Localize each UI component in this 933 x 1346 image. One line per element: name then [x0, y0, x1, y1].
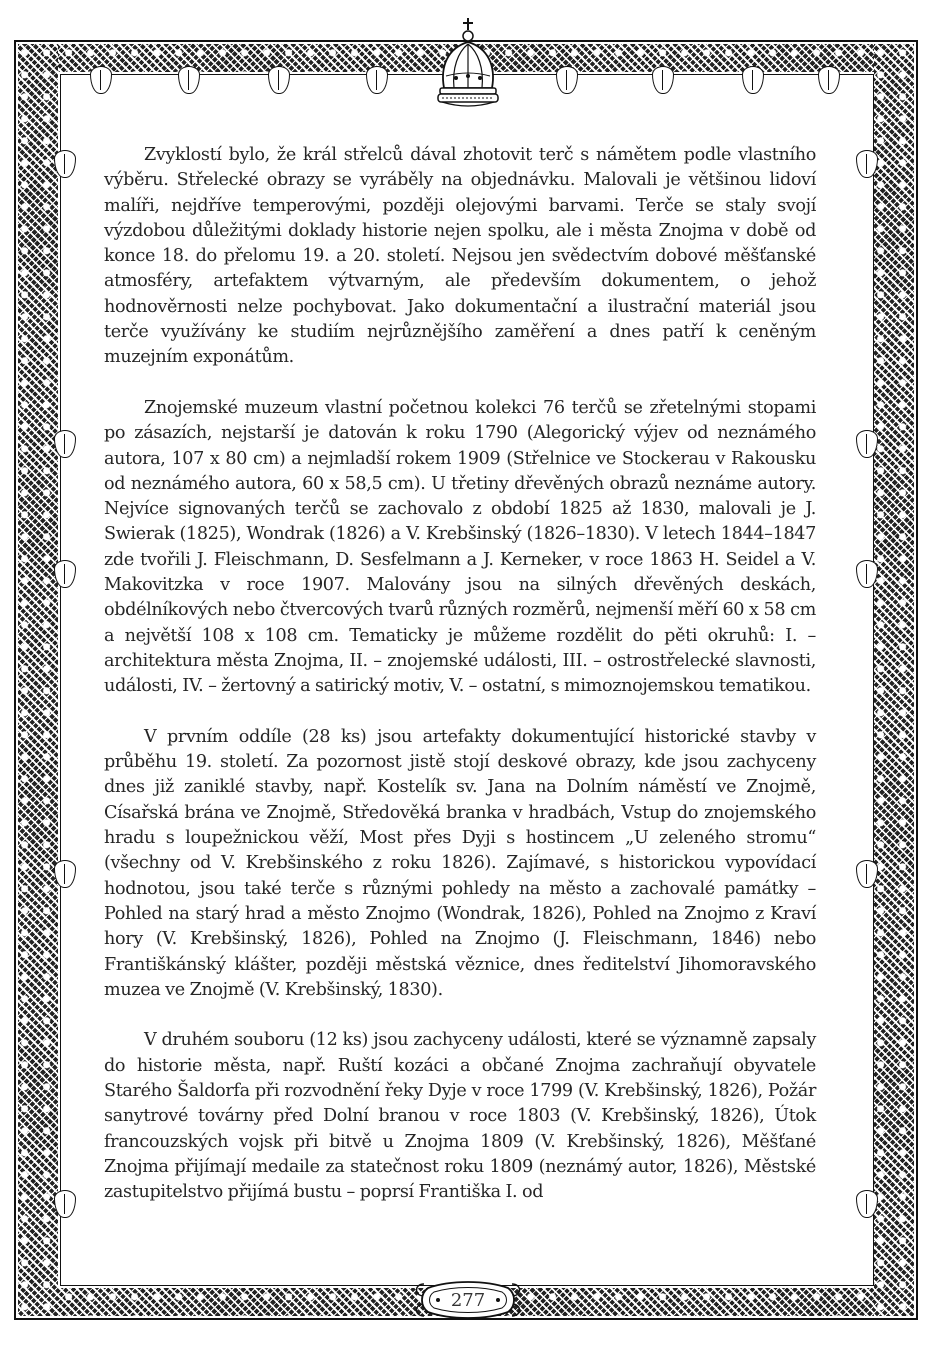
- paragraph: Znojemské muzeum vlastní početnou kolekci 76 terčů se zřetelnými stopami po zásazích, nejstarší je datován k roku 1790 (Alegorický výjev od neznámého autora, 107 x 80 cm) a nejmladší rokem 1909 (Střelnice ve Stockerau v Rakousku od neznámého autora, 60 x 58,5 cm). U třetiny dřevěných obrazů neznáme autory. Nejvíce signovaných terčů se zachovalo z období 1825 až 1830, malovali je J. Swierak (1825), Wondrak (1826) a V. Krebšinský (1826–1830). V letech 1844–1847 zde tvořili J. Fleischmann, D. Sesfelmann a J. Kerneker, v roce 1863 H. Seidel a V. Makovitzka v roce 1907. Malovány jsou na silných dřevěných deskách, obdélníkových nebo čtvercových tvarů různých rozměrů, nejmenší měří 60 x 58 cm a největší 108 x 108 cm. Tematicky je můžeme rozdělit do pěti okruhů: I. – architektura města Znojma, II. – znojemské události, III. – ostrostřelecké slavnosti, události, IV. – žertovný a satirický motiv, V. – ostatní, s mimoznojemskou tematikou.: [104, 397, 816, 697]
- paragraph: V druhém souboru (12 ks) jsou zachyceny události, které se významně zapsaly do historie města, např. Ruští kozáci a občané Znojma zachraňují obyvatele Starého Šaldorfa při rozvodnění řeky Dyje v roce 1799 (V. Krebšinský, 1826), Požár sanytrové továrny před Dolní branou v roce 1803 (V. Krebšinský, 1826), Útok francouzských vojsk při bitvě u Znojma 1809 (V. Krebšinský, 1826), Měšťané Znojma přijímají medaile za statečnost roku 1809 (neznámý autor, 1826), Městské zastupitelstvo přijímá bustu – poprsí Františka I. od: [104, 1030, 816, 1203]
- crown-icon: [434, 16, 502, 114]
- ornamental-border-right: [874, 44, 914, 1316]
- ornamental-border-left: [18, 44, 58, 1316]
- page-number: 277: [450, 1290, 486, 1311]
- page-number-cartouche: [410, 1278, 526, 1322]
- paragraph: Zvyklostí bylo, že král střelců dával zhotovit terč s námětem podle vlastního výběru. Střelecké obrazy se vyráběly na objednávku. Malovali je většinou lidoví malíři, nejdříve temperovými, později olejovými barvami. Terče se staly svojí výzdobou důležitými doklady historie nejen spolku, ale i města Znojma v době od konce 18. do přelomu 19. a 20. století. Nejsou jen svědectvím dobové měšťanské atmosféry, artefaktem výtvarným, ale především dokumentem, o jehož hodnověrnosti nelze pochybovat. Jako dokumentační a ilustrační materiál jsou terče využívány ke studiím nejrůznějšího zaměření a dnes patří k ceněným muzejním exponátům.: [104, 145, 816, 368]
- paragraph: V prvním oddíle (28 ks) jsou artefakty dokumentující historické stavby v průběhu 19. století. Za pozornost jistě stojí deskové obrazy, kde jsou zachyceny dnes již zaniklé stavby, např. Kostelík sv. Jana na Dolním náměstí ve Znojmě, Císařská brána ve Znojmě, Středověká branka v hradbách, Vstup do znojemského hradu s loupežnickou věží, Most přes Dyji s hostincem „U zeleného stromu“ (všechny od V. Krebšinského z roku 1826). Zajímavé, s historickou vypovídací hodnotou, jsou také terče s různými pohledy na město a zachovalé památky – Pohled na starý hrad a město Znojmo (Wondrak, 1826), Pohled na Znojmo z Kraví hory (V. Krebšinský, 1826), Pohled na Znojmo (J. Fleischmann, 1846) nebo Františkánský klášter, později městská věznice, dnes ředitelství Jihomoravského muzea ve Znojmě (V. Krebšinský, 1830).: [104, 726, 816, 1000]
- document-body: [104, 143, 816, 1231]
